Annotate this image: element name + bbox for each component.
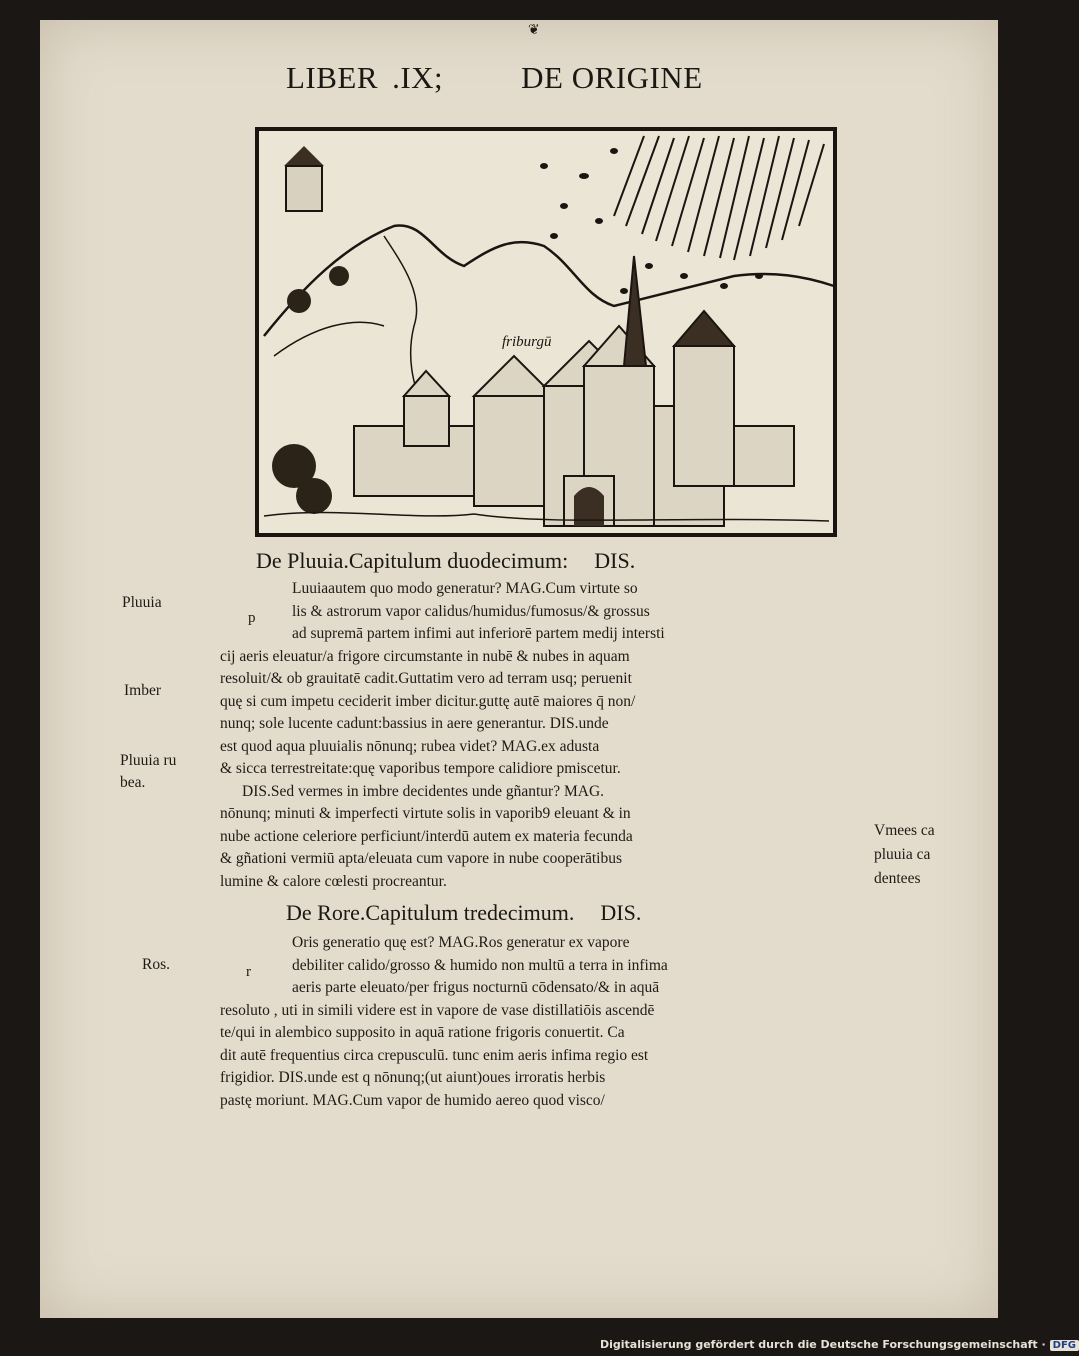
text-line: quę si cum impetu ceciderit imber dicitur.guttę autē maiores q̄ non/ [220,692,636,710]
margin-note-pluuia-rubea: Pluuia ru [120,752,177,769]
text-line: nōnunq; minuti & imperfecti virtute solis in vaporib9 eleuant & in [220,805,631,822]
text-line: lis & astrorum vapor calidus/humidus/fumosus/& grossus [292,602,650,620]
text-line: est quod aqua pluuialis nōnunq; rubea videt? MAG.ex adusta [220,737,600,755]
running-head-title: DE ORIGINE [521,60,703,95]
chapter-13-heading [286,900,641,926]
text-line: aeris parte eleuato/per frigus nocturnū cōdensato/& in aquā [292,979,660,996]
text-line: & gñationi vermiū apta/eleuata cum vapore in nube cooperātibus [220,850,623,867]
book-page [40,20,998,1318]
text-line: ad supremā partem infimi aut inferiorē partem medij intersti [292,625,665,642]
dfg-logo: DFG [1050,1340,1079,1351]
text-line: Oris generatio quę est? MAG.Ros generatur ex vapore [292,934,630,951]
text-line: nunq; sole lucente cadunt:bassius in aere generantur. DIS.unde [220,715,609,732]
text-line: debiliter calido/grosso & humido non multū a terra in infima [292,956,668,974]
woodcut-svg [254,126,838,538]
margin-note-pluuia-rubea: bea. [120,774,146,791]
running-head [286,60,703,96]
text-line: DIS.Sed vermes in imbre decidentes unde gñantur? MAG. [242,782,605,800]
text-line: lumine & calore cœlesti procreantur. [220,872,447,890]
credit-text: Digitalisierung gefördert durch die Deutsche Forschungsgemeinschaft · [600,1338,1046,1351]
page-ornament: ❦ [528,22,540,38]
illustration-caption: friburgū [502,334,552,350]
text-line: resoluto , uti in simili videre est in vapore de vase distillatiōis ascendē [220,1001,655,1019]
chapter-13-body [220,932,668,1112]
chapter-13-speaker: DIS. [600,900,642,925]
chapter-13-title: De Rore.Capitulum tredecimum. [286,900,575,925]
chapter-12-initial: p [248,610,256,626]
text-line: te/qui in alembico supposito in aquā ratione frigoris conuertit. Ca [220,1024,625,1041]
text-line: & sicca terrestreitate:quę vaporibus tempore calidiore pmiscetur. [220,760,621,777]
text-line: resoluit/& ob grauitatē cadit.Guttatim vero ad terram usq; peruenit [220,670,632,687]
woodcut-illustration [254,126,838,538]
chapter-12-body [220,578,665,893]
text-line: dit autē frequentius circa crepusculū. tunc enim aeris infima regio est [220,1046,649,1064]
chapter-12-speaker: DIS. [594,548,636,573]
margin-note-ros: Ros. [142,956,170,973]
running-head-numeral: .IX; [392,60,444,95]
text-line: cij aeris eleuatur/a frigore circumstante in nubē & nubes in aquam [220,647,630,665]
margin-note-vermes: pluuia ca [874,846,931,863]
text-line: frigidior. DIS.unde est q nōnunq;(ut aiunt)oues irroratis herbis [220,1069,606,1086]
text-line: Luuiaautem quo modo generatur? MAG.Cum virtute so [292,580,638,597]
chapter-13-initial: r [246,964,251,980]
margin-note-imber: Imber [124,682,162,699]
text-line: pastę moriunt. MAG.Cum vapor de humido aereo quod visco/ [220,1091,605,1109]
chapter-12-title: De Pluuia.Capitulum duodecimum: [256,548,569,573]
margin-note-vermes: dentees [874,870,921,887]
text-line: nube actione celeriore perficiunt/interdū autem ex materia fecunda [220,827,633,845]
running-head-book: LIBER [286,60,379,95]
margin-note-vermes: Vmees ca [874,822,935,839]
chapter-12-heading [256,548,635,574]
margin-note-pluuia: Pluuia [122,594,162,611]
digitization-credit [600,1338,1079,1351]
